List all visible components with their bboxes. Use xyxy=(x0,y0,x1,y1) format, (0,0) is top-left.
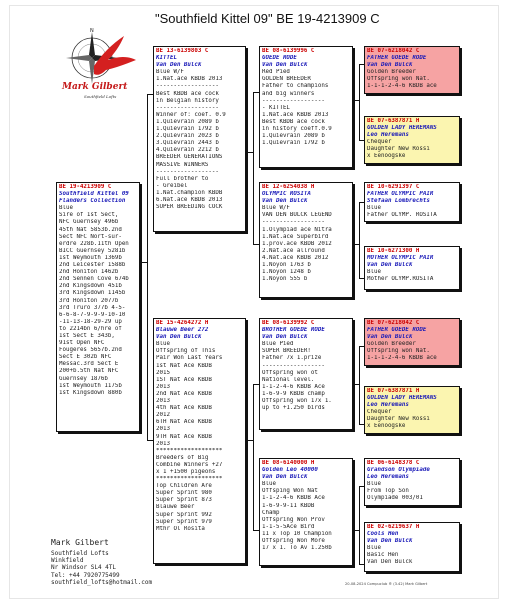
description-line: 1-1-5-5Ace Bird xyxy=(262,523,315,530)
description-line: Fougeres 5657b.2nd xyxy=(59,347,122,354)
description-line: 2nd Honiton 1462b xyxy=(59,269,119,276)
pedigree-card-sds[interactable] xyxy=(364,182,460,222)
breeder-name: Leo Heremans xyxy=(367,132,409,139)
description-lines xyxy=(156,69,243,211)
description-line: 1.Nat.ace KBDB 2013 xyxy=(156,76,223,83)
description-line: Super Sprint 980 xyxy=(156,490,212,497)
description-line: 17 x 1. To Av 1.250b xyxy=(262,545,332,552)
description-line: 200+b.5th Nat NFC xyxy=(59,368,119,375)
pigeon-name: Grandson Olympiade xyxy=(367,467,430,474)
description-line: Chequer xyxy=(367,139,392,146)
description-line: Blue xyxy=(367,481,381,488)
description-line: Blauwe Beer xyxy=(156,504,195,511)
description-line: Offspring won Nat. xyxy=(367,76,430,83)
description-line: ******************* xyxy=(156,447,223,454)
description-line: Winner of: coef. 0.9 xyxy=(156,111,226,118)
pedigree-card-ss[interactable] xyxy=(259,46,353,168)
breeder-name: Leo Heremans xyxy=(367,402,409,409)
ring-number: BE 13-6139803 C xyxy=(156,48,209,54)
breeder-name: Flanders Collection xyxy=(59,198,126,205)
pedigree-card-dd[interactable] xyxy=(259,458,353,566)
description-line: Father to champions xyxy=(262,83,329,90)
connector-dam-out xyxy=(246,440,254,441)
connector-sire-out xyxy=(246,152,254,153)
description-line: ------------------ xyxy=(156,168,219,175)
breeder-name: Van Den Bulck xyxy=(367,262,413,269)
description-line: Sire of 1st Sect, xyxy=(59,212,119,219)
description-line: 9TH Nat Ace KBDB xyxy=(156,433,212,440)
description-line: ------------------ xyxy=(156,83,219,90)
description-line: 3rd Truro 377b 4-5- xyxy=(59,304,126,311)
description-lines xyxy=(262,69,350,147)
description-line: 1-1-2-4-6 KBDB Ace xyxy=(262,383,325,390)
description-line: Golden Breeder xyxy=(367,69,416,76)
description-lines xyxy=(262,341,350,412)
description-line: ******************* xyxy=(156,476,223,483)
description-line: 1.Olympiad ace Nitra xyxy=(262,226,332,233)
pigeon-name: KITTEL xyxy=(156,55,177,62)
description-line: Father OLYMP. ROSITA xyxy=(367,212,437,219)
breeder-name: Van Den Bulck xyxy=(262,474,308,481)
description-line: ------------------ xyxy=(262,97,325,104)
description-line: 3rd Honiton 2077b xyxy=(59,297,119,304)
logo-subtitle: Southfield Lofts xyxy=(84,94,117,99)
pedigree-card-ddd[interactable] xyxy=(364,522,460,572)
description-line: 1-1-1-2-4-6 KBDB ace xyxy=(367,355,437,362)
description-line: Combine Winners +27 xyxy=(156,461,223,468)
description-line: SUPER BREEDING COCK xyxy=(156,204,223,211)
description-line: 1.Noyon 555 b xyxy=(262,276,308,283)
description-line: 2013 xyxy=(156,398,170,405)
description-line: Champ xyxy=(262,509,280,516)
description-line: GOLDEN BREEDER xyxy=(262,76,311,83)
description-line: 2nd Sennen Cove 674b xyxy=(59,276,129,283)
ring-number: BE 08-6139992 C xyxy=(262,320,315,326)
pedigree-card-sire[interactable] xyxy=(153,46,246,232)
description-line: VAN DEN BULCK LEGEND xyxy=(262,212,332,219)
breeder-name: Van Den Bulck xyxy=(367,62,413,69)
description-lines xyxy=(262,205,350,283)
description-lines xyxy=(367,545,457,566)
description-line: Top Children Are xyxy=(156,483,212,490)
description-line: Super Sprint 992 xyxy=(156,511,212,518)
description-line: - Greibel xyxy=(156,182,188,189)
description-line: 2nd Leicester 1588b xyxy=(59,262,126,269)
description-lines xyxy=(367,205,457,219)
description-line: 1-6-9-9 KBDB champ xyxy=(262,390,325,397)
owner-line: Winkfield xyxy=(51,557,84,565)
pedigree-card-dss[interactable] xyxy=(364,318,460,366)
description-line: Offspring of This xyxy=(156,348,216,355)
breeder-name: Van Den Bulck xyxy=(262,198,308,205)
owner-line: Nr Windsor SL4 4TL xyxy=(51,564,117,572)
description-lines xyxy=(59,205,137,397)
pedigree-card-dsd[interactable] xyxy=(364,386,460,434)
connector-ds-vertical xyxy=(359,346,360,424)
description-line: Blue xyxy=(367,205,381,212)
connector-subject xyxy=(140,262,148,263)
ring-number: BE 12-6254038 H xyxy=(262,184,315,190)
description-line: Chequer xyxy=(367,409,392,416)
description-line: erdre 228b.11th Open xyxy=(59,240,129,247)
description-line: 1.Quievrain 1792 b xyxy=(262,140,325,147)
description-line: 2013 xyxy=(156,426,170,433)
description-line: to 2214bn 6/hre of xyxy=(59,325,122,332)
description-lines xyxy=(367,481,457,502)
description-line: Offspring Won More xyxy=(262,538,325,545)
description-line: Blue W/F xyxy=(156,69,184,76)
description-line: Olympiade 003/01 xyxy=(367,495,423,502)
description-line: From Top Son xyxy=(367,488,409,495)
logo xyxy=(50,28,150,108)
description-line: SUPER BREEDER! xyxy=(262,348,311,355)
description-line: Super Sprint 873 xyxy=(156,497,212,504)
pedigree-card-sd[interactable] xyxy=(259,182,353,298)
owner-address-lines xyxy=(51,550,152,586)
description-line: 1-1-2-4-6 KBDB Ace xyxy=(262,495,325,502)
description-line: BICC Guernsey 5281b xyxy=(59,247,126,254)
pigeon-name: GOLDEN LADY HEREMANS xyxy=(367,395,437,402)
description-line: 2013 xyxy=(156,383,170,390)
description-line: Basic Hen xyxy=(367,552,399,559)
description-line: Offspring won Nat. xyxy=(367,348,430,355)
description-lines xyxy=(367,69,457,90)
description-line: 11 x Top 10 Champion xyxy=(262,530,332,537)
description-lines xyxy=(367,409,457,430)
breeder-name: Van Den Bulck xyxy=(262,62,308,69)
pedigree-card-ds[interactable] xyxy=(259,318,353,430)
description-line: x Eenoogske xyxy=(367,153,406,160)
pigeon-silhouette-icon xyxy=(94,36,136,75)
description-line: 4th Nat Ace KBDB xyxy=(156,405,212,412)
description-line: 1st Kingsdown 880b xyxy=(59,389,122,396)
description-line: -11-13-18-29-29 up xyxy=(59,318,122,325)
description-line: Blue xyxy=(59,205,73,212)
description-line: Offspring Won Prov xyxy=(262,516,325,523)
pigeon-name: FATHER OLYMPIC PAIR xyxy=(367,191,434,198)
logo-name: Mark Gilbert xyxy=(62,82,128,92)
description-line: Best KBDB ace cock xyxy=(156,90,219,97)
svg-text:N: N xyxy=(90,28,94,34)
ring-number: BE 07-6387871 H xyxy=(367,118,420,124)
ring-number: BE 07-6387871 H xyxy=(367,388,420,394)
description-line: 2013 xyxy=(156,440,170,447)
connector-ds-out xyxy=(353,384,360,385)
breeder-name: Van Den Bulck xyxy=(156,334,202,341)
pedigree-card-sss[interactable] xyxy=(364,46,460,94)
description-line: 1.Noyon 1763 b xyxy=(262,262,311,269)
description-line: 6.Nat.ace KBDB 2013 xyxy=(156,196,223,203)
description-line: 1.Quievrain 2089 b xyxy=(156,118,219,125)
connector-ss-out xyxy=(353,100,360,101)
ring-number: BE 08-6140000 H xyxy=(262,460,315,466)
description-line: 91st Open NFC xyxy=(59,340,105,347)
description-line: 1ST Nat Ace KBDB xyxy=(156,376,212,383)
description-line: - KITTEL xyxy=(262,104,290,111)
description-line: Daughter New Rossi xyxy=(367,146,430,153)
connector-dam-vertical xyxy=(253,384,254,530)
pedigree-card-subject[interactable] xyxy=(56,182,140,432)
owner-line: Southfield Lofts xyxy=(51,550,109,557)
description-line: National level. xyxy=(262,376,315,383)
footer-text: 20-08-2024 Compuclub ® (3.42) Mark Gilbert xyxy=(345,582,428,586)
description-line: 1.Quievrain 1792 b xyxy=(156,126,219,133)
pigeon-name: FATHER GOEDE RODE xyxy=(367,327,427,334)
ring-number: BE 06-6148378 C xyxy=(367,460,420,466)
description-line: Breeders of Big xyxy=(156,454,209,461)
connector-sire-vertical xyxy=(253,92,254,244)
pedigree-card-dam[interactable] xyxy=(153,318,246,564)
owner-line: Tel: +44 7920775499 xyxy=(51,571,120,579)
description-line: ------------------ xyxy=(156,104,219,111)
ring-number: BE 10-6291397 C xyxy=(367,184,420,190)
description-line: x Eenoogske xyxy=(367,423,406,430)
description-line: 2012 xyxy=(156,412,170,419)
description-line: NFC Guernsey 496b xyxy=(59,219,119,226)
owner-line[interactable]: southfield_lofts@hotmail.com xyxy=(51,578,153,586)
breeder-name: Van Den Bulck xyxy=(367,334,413,341)
ring-number: BE 08-6139996 C xyxy=(262,48,315,54)
description-line: 1st Weymouth 1175b xyxy=(59,382,122,389)
description-line: x 1 +1500 pigeons xyxy=(156,468,216,475)
description-line: Best KBDB ace cock xyxy=(262,118,325,125)
description-line: ------------------ xyxy=(262,362,325,369)
connector-dd-vertical xyxy=(359,486,360,564)
pigeon-name: BROTHER GOEDE RODE xyxy=(262,327,325,334)
description-line: Blue Pied xyxy=(262,341,294,348)
pedigree-card-sdd[interactable] xyxy=(364,246,460,290)
pigeon-name: GOEDE RODE xyxy=(262,55,297,62)
description-line: 1-1-1-2-4-6 KBDB ace xyxy=(367,83,437,90)
description-line: 2.Nat.ace allround xyxy=(262,247,325,254)
description-line: 2015 xyxy=(156,369,170,376)
pigeon-name: Golden Leo 40000 xyxy=(262,467,318,474)
description-line: Offspring won ot xyxy=(262,369,318,376)
description-lines xyxy=(156,341,243,533)
pedigree-card-ssd[interactable] xyxy=(364,116,460,164)
connector-dd-out xyxy=(353,530,360,531)
description-line: 1st Nat Ace KBDB xyxy=(156,362,212,369)
description-lines xyxy=(367,269,457,283)
description-line: Full brother to xyxy=(156,175,209,182)
ring-number: BE 19-4213909 C xyxy=(59,184,112,190)
description-line: 45th Nat 5853b.2nd xyxy=(59,226,122,233)
description-line: 1.Nat.champion KBDB xyxy=(156,189,223,196)
pigeon-name: Southfield Kittel 09 xyxy=(59,191,129,198)
description-lines xyxy=(367,341,457,362)
description-line: BREEDER GENERATIONS xyxy=(156,154,223,161)
description-line: MASSIVE WINNERS xyxy=(156,161,209,168)
description-lines xyxy=(367,139,457,160)
description-line: Father 7x 1.prize xyxy=(262,355,322,362)
owner-name: Mark Gilbert xyxy=(51,538,109,547)
pigeon-name: GOLDEN LADY HEREMANS xyxy=(367,125,437,132)
description-line: Blue xyxy=(367,269,381,276)
pigeon-name: MOTHER OLYMPIC PAIR xyxy=(367,255,434,262)
description-line: 2nd Nat Ace KBDB xyxy=(156,390,212,397)
description-line: 1-6-9-9-11 KBDB xyxy=(262,502,315,509)
description-line: 1.Quievrain 2089 b xyxy=(262,133,325,140)
pigeon-name: OLYMPIC ROSITA xyxy=(262,191,311,198)
owner-contact xyxy=(51,538,152,586)
breeder-name: Van Den Bulck xyxy=(156,62,202,69)
breeder-name: Van Den Bulck xyxy=(367,538,413,545)
description-line: Red Pied xyxy=(262,69,290,76)
description-line: Mother OLYMP.ROSITA xyxy=(367,276,434,283)
ring-number: BE 10-6271300 H xyxy=(367,248,420,254)
description-line: 1.prov.ace KBDB 2012 xyxy=(262,240,332,247)
description-line: Blue W/F xyxy=(262,205,290,212)
description-line: Golden Breeder xyxy=(367,341,416,348)
description-line: Daughter New Rossi xyxy=(367,416,430,423)
description-line: Blue xyxy=(156,341,170,348)
description-line: 2nd Kingsdown 451b xyxy=(59,283,122,290)
description-line: 1.Nat.ace Superbird xyxy=(262,233,329,240)
description-line: Pair Won Last Years xyxy=(156,355,223,362)
breeder-name: Leo Heremans xyxy=(367,474,409,481)
description-line: 2.Quievrain 2023 b xyxy=(156,133,219,140)
description-line: and big winners xyxy=(262,90,315,97)
breeder-name: Stefaan Lombrechts xyxy=(367,198,430,205)
pigeon-name: FATHER GOEDE RODE xyxy=(367,55,427,62)
connector-sd-out xyxy=(353,244,360,245)
ring-number: BE 15-4264272 H xyxy=(156,320,209,326)
connector-ss-vertical xyxy=(359,64,360,140)
description-line: Blue xyxy=(367,545,381,552)
description-line: 3rd Kingsdown 1145b xyxy=(59,290,126,297)
description-line: 1.Nat.ace KBDB 2013 xyxy=(262,111,329,118)
description-line: 4.Nat.ace KBDB 2012 xyxy=(262,254,329,261)
description-line: Guernsey 1876b xyxy=(59,375,108,382)
description-line: 4.Quievrain 2212 b xyxy=(156,147,219,154)
description-lines xyxy=(262,481,350,552)
description-line: Sect E 302b NFC xyxy=(59,354,112,361)
description-line: 1st Sect E 343b, xyxy=(59,332,115,339)
description-line: 1st Weymouth 1369b xyxy=(59,254,122,261)
description-line: in history coeff.0.9 xyxy=(262,126,332,133)
page-title: "Southfield Kittel 09" BE 19-4213909 C xyxy=(155,11,380,26)
description-line: Messac.3rd Sect E xyxy=(59,361,119,368)
description-line: up to +1.250 birds xyxy=(262,405,325,412)
description-line: Offspring won 17x 1. xyxy=(262,398,332,405)
pedigree-card-dds[interactable] xyxy=(364,458,460,506)
description-line: 1.Noyon 1248 b xyxy=(262,269,311,276)
description-line: Sect NFC Nort-sur- xyxy=(59,233,122,240)
ring-number: BE 02-6219637 H xyxy=(367,524,420,530)
description-line: ------------------ xyxy=(262,219,325,226)
description-line: Van Den Bulck xyxy=(367,559,413,566)
ring-number: BE 07-6218042 C xyxy=(367,48,420,54)
connector-gen1-vertical xyxy=(147,94,148,440)
description-line: 3.Quievrain 2443 b xyxy=(156,140,219,147)
description-line: 6-6-8-7-9-9-9-10-10 xyxy=(59,311,126,318)
description-line: in Belgian history xyxy=(156,97,219,104)
breeder-name: Van Den Bulck xyxy=(262,334,308,341)
description-line: Offsping Won Nat xyxy=(262,488,318,495)
description-line: 6TH Nat Ace KBDB xyxy=(156,419,212,426)
pigeon-name: Blauwe Beer 272 xyxy=(156,327,209,334)
description-line: Mthr Ol Rosita xyxy=(156,525,205,532)
ring-number: BE 07-6218042 C xyxy=(367,320,420,326)
connector-sd-vertical xyxy=(359,202,360,278)
pigeon-name: Cools Hen xyxy=(367,531,399,538)
description-line: Blue xyxy=(262,481,276,488)
description-line: Super Sprint 979 xyxy=(156,518,212,525)
